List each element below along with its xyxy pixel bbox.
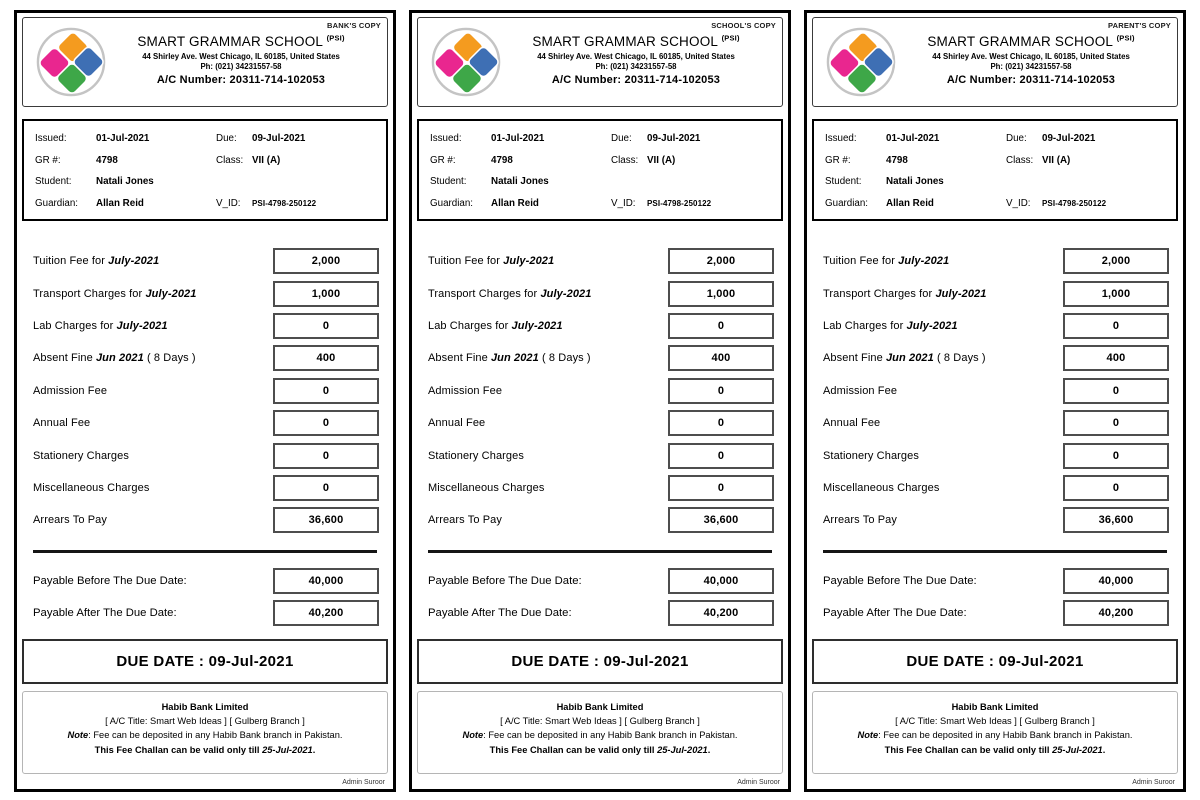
copy-label: PARENT'S COPY [1107, 21, 1171, 30]
fee-challan [14, 10, 396, 792]
school-phone: Ph: (021) 34231557-58 [595, 61, 677, 71]
due-value: 09-Jul-2021 [1042, 133, 1096, 145]
payable-before-label: Payable Before The Due Date: [33, 574, 187, 587]
payable-after-label: Payable After The Due Date: [428, 606, 572, 619]
fee-label: Miscellaneous Charges [823, 481, 940, 494]
totals-section [22, 565, 388, 629]
gr-number-label: GR #: [825, 154, 851, 166]
gr-number-value: 4798 [886, 154, 908, 166]
school-logo-icon [826, 27, 896, 97]
school-address: 44 Shirley Ave. West Chicago, IL 60185, United States [142, 51, 340, 61]
guardian-label: Guardian: [430, 197, 474, 209]
totals-section [417, 565, 783, 629]
school-phone: Ph: (021) 34231557-58 [200, 61, 282, 71]
note-line [424, 728, 776, 742]
validity-date: 25-Jul-2021 [262, 744, 313, 755]
class-value: VII (A) [1042, 154, 1071, 166]
fee-label: Stationery Charges [33, 449, 129, 462]
fee-label: Annual Fee [428, 417, 486, 430]
fee-label: Tuition Fee for July-2021 [33, 255, 160, 268]
fee-row [812, 277, 1178, 309]
fee-label: Admission Fee [428, 384, 503, 397]
fee-row [417, 375, 783, 407]
school-account-number: A/C Number: 20311-714-102053 [551, 73, 721, 86]
school-identity [502, 33, 770, 87]
school-logo-icon [431, 27, 501, 97]
class-value: VII (A) [252, 154, 281, 166]
copy-label: BANK'S COPY [327, 21, 381, 30]
payable-after-amount-box: 40,200 [273, 600, 379, 626]
fee-label: Tuition Fee for July-2021 [428, 255, 555, 268]
fee-label: Annual Fee [33, 417, 91, 430]
fee-label: Arrears To Pay [428, 514, 502, 527]
note-label: Note [67, 730, 89, 741]
guardian-name: Allan Reid [886, 197, 934, 209]
student-info-box [22, 119, 388, 221]
bank-footer [22, 691, 388, 775]
fee-amount-box: 1,000 [668, 281, 774, 307]
voucher-id-value: PSI-4798-250122 [252, 198, 317, 208]
fee-challan [804, 10, 1186, 792]
fee-amount-box: 0 [273, 410, 379, 436]
gr-number-value: 4798 [96, 154, 118, 166]
payable-after-amount-box: 40,200 [668, 600, 774, 626]
fee-label: Admission Fee [823, 384, 898, 397]
account-title-line: [ A/C Title: Smart Web Ideas ] [ Gulberg Branch ] [895, 715, 1095, 726]
fee-label: Lab Charges for July-2021 [428, 319, 563, 332]
note-label: Note [857, 730, 879, 741]
gr-number-label: GR #: [35, 154, 61, 166]
fee-label: Lab Charges for July-2021 [33, 319, 168, 332]
due-label: Due: [611, 133, 632, 145]
fee-row [812, 310, 1178, 342]
validity-date: 25-Jul-2021 [1052, 744, 1103, 755]
guardian-label: Guardian: [35, 197, 79, 209]
class-value: VII (A) [647, 154, 676, 166]
fee-row [417, 407, 783, 439]
due-value: 09-Jul-2021 [647, 133, 701, 145]
issued-label: Issued: [825, 133, 857, 145]
fee-label: Absent Fine Jun 2021 ( 8 Days ) [823, 352, 986, 365]
school-header [417, 17, 783, 107]
fee-row [812, 472, 1178, 504]
payable-before-row [417, 565, 783, 597]
fee-row [417, 472, 783, 504]
fee-row [22, 277, 388, 309]
bank-footer [417, 691, 783, 775]
admin-signature: Admin Suroor [1132, 779, 1175, 786]
fee-row [417, 310, 783, 342]
fee-amount-box: 400 [273, 345, 379, 371]
fee-label: Stationery Charges [823, 449, 919, 462]
school-name: SMART GRAMMAR SCHOOL $^{(PSI)}$ [927, 33, 1135, 49]
note-text: : Fee can be deposited in any Habib Bank branch in Pakistan. [88, 730, 343, 741]
fee-label: Transport Charges for July-2021 [428, 287, 592, 300]
fee-amount-box: 1,000 [273, 281, 379, 307]
fee-row [22, 342, 388, 374]
fee-row [22, 245, 388, 277]
fee-label: Transport Charges for July-2021 [33, 287, 197, 300]
issued-value: 01-Jul-2021 [491, 133, 545, 145]
payable-after-row [417, 597, 783, 629]
fee-amount-box: 0 [668, 475, 774, 501]
fee-amount-box: 36,600 [1063, 507, 1169, 533]
validity-line: This Fee Challan can be valid only till 25-Jul-2021. [94, 744, 316, 755]
fee-amount-box: 0 [668, 313, 774, 339]
issued-value: 01-Jul-2021 [96, 133, 150, 145]
validity-line: This Fee Challan can be valid only till 25-Jul-2021. [489, 744, 711, 755]
school-name-tag: (PSI) [326, 33, 345, 43]
guardian-name: Allan Reid [491, 197, 539, 209]
fee-amount-box: 0 [668, 378, 774, 404]
fee-amount-box: 1,000 [1063, 281, 1169, 307]
fee-label: Miscellaneous Charges [428, 481, 545, 494]
fee-amount-box: 0 [1063, 410, 1169, 436]
account-title-line: [ A/C Title: Smart Web Ideas ] [ Gulberg Branch ] [105, 715, 305, 726]
guardian-label: Guardian: [825, 197, 869, 209]
school-address: 44 Shirley Ave. West Chicago, IL 60185, United States [537, 51, 735, 61]
fee-row [812, 407, 1178, 439]
school-name-tag: (PSI) [721, 33, 740, 43]
payable-after-row [812, 597, 1178, 629]
issued-label: Issued: [430, 133, 462, 145]
gr-number-value: 4798 [491, 154, 513, 166]
validity-date: 25-Jul-2021 [657, 744, 708, 755]
class-label: Class: [216, 154, 244, 166]
fee-amount-box: 2,000 [1063, 248, 1169, 274]
section-divider [428, 550, 772, 553]
due-label: Due: [1006, 133, 1027, 145]
totals-section [812, 565, 1178, 629]
fee-label: Miscellaneous Charges [33, 481, 150, 494]
voucher-id-value: PSI-4798-250122 [647, 198, 712, 208]
payable-before-amount-box: 40,000 [668, 568, 774, 594]
fee-amount-box: 0 [1063, 475, 1169, 501]
fee-amount-box: 2,000 [668, 248, 774, 274]
fee-label: Arrears To Pay [33, 514, 107, 527]
fee-label: Admission Fee [33, 384, 108, 397]
gr-number-label: GR #: [430, 154, 456, 166]
fee-row [812, 439, 1178, 471]
student-info-box [812, 119, 1178, 221]
fee-label: Arrears To Pay [823, 514, 897, 527]
fee-row [22, 375, 388, 407]
bank-footer [812, 691, 1178, 775]
fee-amount-box: 0 [668, 443, 774, 469]
fee-row [812, 245, 1178, 277]
due-date-banner: DUE DATE : 09-Jul-2021 [417, 639, 783, 684]
fee-amount-box: 0 [1063, 443, 1169, 469]
fee-row [417, 439, 783, 471]
fee-label: Stationery Charges [428, 449, 524, 462]
student-info-box [417, 119, 783, 221]
fee-label: Lab Charges for July-2021 [823, 319, 958, 332]
fee-row [22, 407, 388, 439]
section-divider [823, 550, 1167, 553]
payable-before-row [812, 565, 1178, 597]
payable-after-row [22, 597, 388, 629]
school-header [22, 17, 388, 107]
student-label: Student: [825, 176, 862, 188]
fee-rows [812, 245, 1178, 537]
note-line [819, 728, 1171, 742]
fee-amount-box: 400 [668, 345, 774, 371]
payable-after-label: Payable After The Due Date: [33, 606, 177, 619]
fee-amount-box: 0 [273, 313, 379, 339]
issued-value: 01-Jul-2021 [886, 133, 940, 145]
fee-amount-box: 36,600 [668, 507, 774, 533]
issued-label: Issued: [35, 133, 67, 145]
payable-before-amount-box: 40,000 [273, 568, 379, 594]
fee-amount-box: 0 [273, 443, 379, 469]
school-address: 44 Shirley Ave. West Chicago, IL 60185, United States [932, 51, 1130, 61]
fee-row [22, 472, 388, 504]
bank-name: Habib Bank Limited [951, 701, 1039, 712]
due-date-banner: DUE DATE : 09-Jul-2021 [812, 639, 1178, 684]
fee-row [417, 504, 783, 536]
fee-amount-box: 0 [1063, 313, 1169, 339]
payable-before-label: Payable Before The Due Date: [823, 574, 977, 587]
bank-name: Habib Bank Limited [556, 701, 644, 712]
fee-rows [417, 245, 783, 537]
school-name: SMART GRAMMAR SCHOOL $^{(PSI)}$ [137, 33, 345, 49]
fee-row [417, 342, 783, 374]
fee-amount-box: 0 [1063, 378, 1169, 404]
fee-row [812, 342, 1178, 374]
fee-row [812, 375, 1178, 407]
fee-amount-box: 0 [668, 410, 774, 436]
admin-signature: Admin Suroor [737, 779, 780, 786]
fee-label: Absent Fine Jun 2021 ( 8 Days ) [33, 352, 196, 365]
fee-label: Annual Fee [823, 417, 881, 430]
school-identity [107, 33, 375, 87]
note-text: : Fee can be deposited in any Habib Bank branch in Pakistan. [878, 730, 1133, 741]
fee-amount-box: 2,000 [273, 248, 379, 274]
school-header [812, 17, 1178, 107]
payable-before-amount-box: 40,000 [1063, 568, 1169, 594]
due-date-banner: DUE DATE : 09-Jul-2021 [22, 639, 388, 684]
admin-signature: Admin Suroor [342, 779, 385, 786]
school-identity [897, 33, 1165, 87]
voucher-id-label: V_ID: [1006, 197, 1031, 209]
class-label: Class: [1006, 154, 1034, 166]
voucher-id-label: V_ID: [611, 197, 636, 209]
student-name: Natali Jones [491, 176, 549, 188]
payable-before-row [22, 565, 388, 597]
fee-amount-box: 0 [273, 378, 379, 404]
note-label: Note [462, 730, 484, 741]
school-account-number: A/C Number: 20311-714-102053 [156, 73, 326, 86]
due-label: Due: [216, 133, 237, 145]
school-name: SMART GRAMMAR SCHOOL $^{(PSI)}$ [532, 33, 740, 49]
school-account-number: A/C Number: 20311-714-102053 [946, 73, 1116, 86]
school-name-tag: (PSI) [1116, 33, 1135, 43]
fee-challan [409, 10, 791, 792]
school-logo-icon [36, 27, 106, 97]
fee-row [22, 310, 388, 342]
account-title-line: [ A/C Title: Smart Web Ideas ] [ Gulberg Branch ] [500, 715, 700, 726]
fee-row [812, 504, 1178, 536]
fee-amount-box: 400 [1063, 345, 1169, 371]
section-divider [33, 550, 377, 553]
class-label: Class: [611, 154, 639, 166]
student-name: Natali Jones [886, 176, 944, 188]
student-name: Natali Jones [96, 176, 154, 188]
fee-label: Transport Charges for July-2021 [823, 287, 987, 300]
fee-rows [22, 245, 388, 537]
fee-amount-box: 36,600 [273, 507, 379, 533]
note-text: : Fee can be deposited in any Habib Bank branch in Pakistan. [483, 730, 738, 741]
guardian-name: Allan Reid [96, 197, 144, 209]
payable-after-label: Payable After The Due Date: [823, 606, 967, 619]
voucher-id-value: PSI-4798-250122 [1042, 198, 1107, 208]
bank-name: Habib Bank Limited [161, 701, 249, 712]
voucher-id-label: V_ID: [216, 197, 241, 209]
note-line [29, 728, 381, 742]
fee-row [417, 277, 783, 309]
payable-after-amount-box: 40,200 [1063, 600, 1169, 626]
validity-line: This Fee Challan can be valid only till 25-Jul-2021. [884, 744, 1106, 755]
fee-row [417, 245, 783, 277]
copy-label: SCHOOL'S COPY [711, 21, 776, 30]
fee-amount-box: 0 [273, 475, 379, 501]
school-phone: Ph: (021) 34231557-58 [990, 61, 1072, 71]
fee-row [22, 439, 388, 471]
fee-row [22, 504, 388, 536]
fee-label: Tuition Fee for July-2021 [823, 255, 950, 268]
payable-before-label: Payable Before The Due Date: [428, 574, 582, 587]
student-label: Student: [430, 176, 467, 188]
fee-label: Absent Fine Jun 2021 ( 8 Days ) [428, 352, 591, 365]
due-value: 09-Jul-2021 [252, 133, 306, 145]
student-label: Student: [35, 176, 72, 188]
